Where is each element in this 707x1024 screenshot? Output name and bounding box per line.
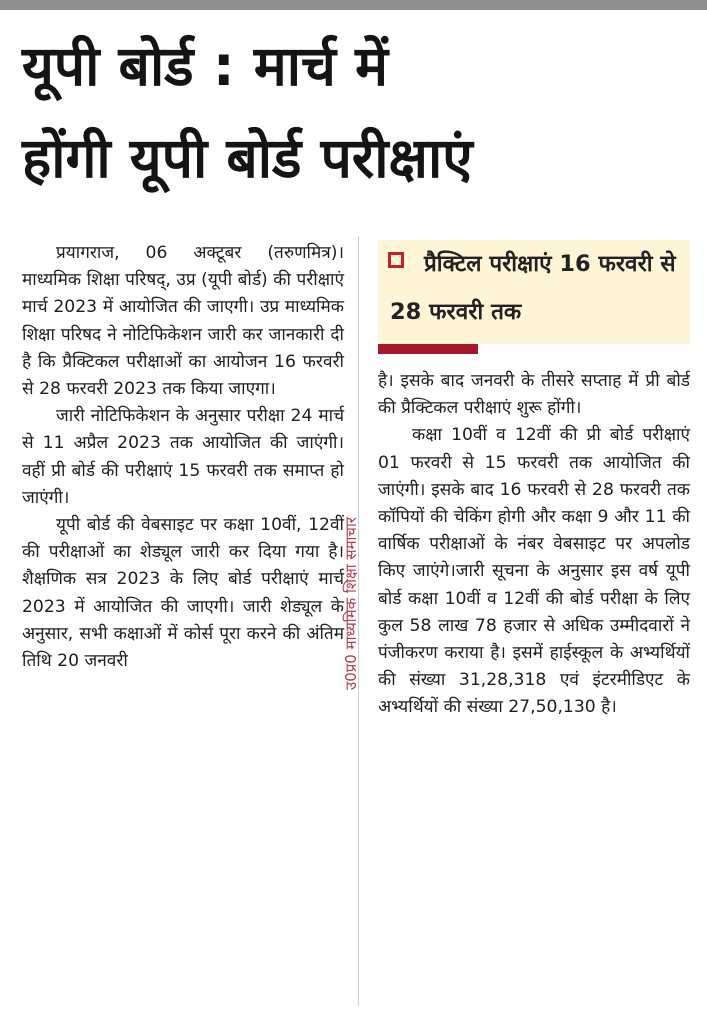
left-paragraph-2: जारी नोटिफिकेशन के अनुसार परीक्षा 24 मार्च से 11 अप्रैल 2023 तक आयोजित की जाएंगी। वहीं प्री बोर्ड की परीक्षाएं 15 फरवरी तक समाप्त हो जाएंगी। (22, 406, 344, 508)
headline-line-2: होंगी यूपी बोर्ड परीक्षाएं (22, 126, 473, 190)
right-column (378, 368, 690, 722)
highlight-text: प्रैक्टिल परीक्षाएं 16 फरवरी से 28 फरवरी तक (390, 251, 676, 325)
left-column (22, 240, 344, 675)
headline-line-1: यूपी बोर्ड : मार्च में (22, 34, 388, 98)
vertical-watermark-credit: उ0प्र0 माध्यमिक शिक्षा समाचार (342, 517, 360, 690)
left-paragraph-1: प्रयागराज, 06 अक्टूबर (तरुणमित्र)। माध्यमिक शिक्षा परिषद्, उप्र (यूपी बोर्ड) की परीक्षाएं मार्च 2023 में आयोजित की जाएगी। उप्र माध्यमिक शिक्षा परिषद ने नोटिफिकेशन जारी कर जानकारी दी है कि प्रैक्टिकल परीक्षाओं का आयोजन 16 फरवरी से 28 फरवरी 2023 तक किया जाएगा। (22, 243, 344, 400)
right-paragraph-1: है। इसके बाद जनवरी के तीसरे सप्ताह में प्री बोर्ड की प्रैक्टिकल परीक्षाएं शुरू होंगी। (378, 371, 690, 419)
highlight-accent-bar (378, 344, 478, 354)
top-border (0, 0, 707, 10)
highlight-box (378, 240, 690, 344)
headline (22, 20, 692, 204)
left-paragraph-3: यूपी बोर्ड की वेबसाइट पर कक्षा 10वीं, 12वीं की परीक्षाओं का शेड्यूल जारी कर दिया गया है। शैक्षणिक सत्र 2023 के लिए बोर्ड परीक्षाएं मार्च 2023 में आयोजित की जाएगी। जारी शेड्यूल के अनुसार, सभी कक्षाओं में कोर्स पूरा करने की अंतिम तिथि 20 जनवरी (22, 515, 344, 672)
right-paragraph-2: कक्षा 10वीं व 12वीं की प्री बोर्ड परीक्षाएं 01 फरवरी से 15 फरवरी तक आयोजित की जाएंगी। इसके बाद 16 फरवरी से 28 फरवरी तक कॉपियों की चेकिंग होगी और कक्षा 9 और 11 की वार्षिक परीक्षाओं के नंबर वेबसाइट पर अपलोड किए जाएंगे।जारी सूचना के अनुसार इस वर्ष यूपी बोर्ड कक्षा 10वीं व 12वीं की बोर्ड परीक्षा के लिए कुल 58 लाख 78 हजार से अधिक उम्मीदवारों ने पंजीकरण कराया है। इसमें हाईस्कूल के अभ्यर्थियों की संख्या 31,28,318 एवं इंटरमीडिएट के अभ्यर्थियों की संख्या 27,50,130 है। (378, 425, 690, 718)
